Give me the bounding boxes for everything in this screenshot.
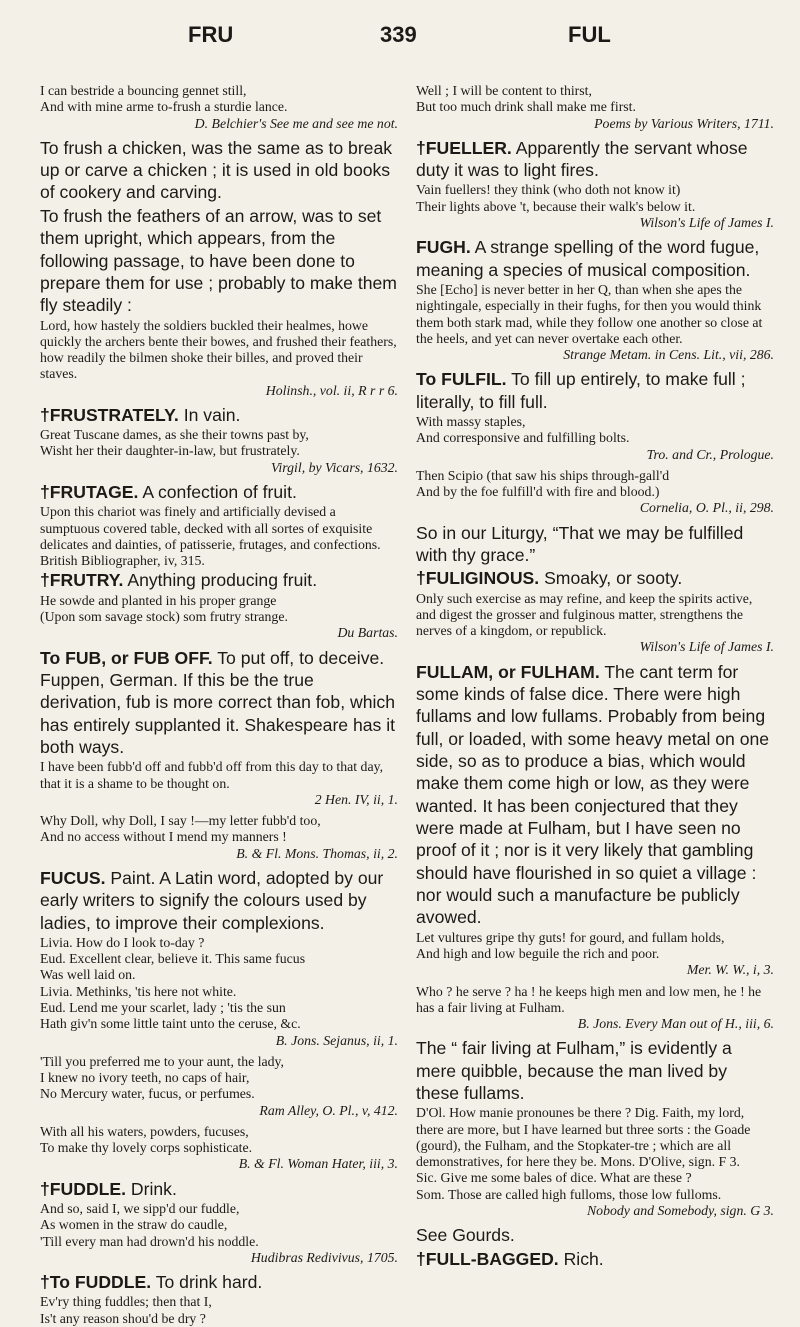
- header-right-guideword: FUL: [568, 22, 611, 47]
- page-header: [0, 14, 800, 64]
- entry-paragraph: [416, 137, 774, 182]
- quotation: [40, 1201, 398, 1250]
- quotation: [416, 83, 774, 116]
- citation-source: Nobody and Somebody, sign. G 3.: [586, 1203, 774, 1219]
- entry-definition: The cant term for some kinds of false dice. There were high fullams and low fullams. Probably from being full, or loaded, with some heavy metal on one side, so as to produce a bias, which would make them come high or low, as they were wanted. It has been conjectured that they were made at Fulham, but I have seen no proof of it ; nor is it very likely that gambling should have flourished in so quiet a village : nor would such a manufacture be publicly avowed.: [416, 661, 770, 928]
- citation-source: Wilson's Life of James I.: [639, 639, 774, 655]
- quotation-line: No Mercury water, fucus, or perfumes.: [40, 1086, 255, 1102]
- entry-paragraph: [40, 569, 398, 591]
- entry-paragraph: [40, 481, 398, 503]
- entry-paragraph: [40, 1178, 398, 1200]
- citation-source: Du Bartas.: [337, 625, 398, 641]
- quotation-line: Their lights above 't, because their walk's below it.: [416, 198, 696, 214]
- page-number: 339: [380, 22, 417, 47]
- citation-source: Hudibras Redivivus, 1705.: [250, 1249, 398, 1265]
- quotation-line: And high and low beguile the rich and poor.: [416, 946, 660, 962]
- entry-paragraph: [40, 205, 398, 317]
- quotation-line: Upon this chariot was finely and artificially devised a sumptuous covered table, decked with all sortes of exquisite delicates and dainties, of patisserie, frutages, and confections. British Bibliographer, iv, 315.: [40, 504, 381, 569]
- citation-source: Wilson's Life of James I.: [639, 215, 774, 231]
- quotation-line: (Upon som savage stock) som frutry strange.: [40, 609, 288, 625]
- entry-definition: A strange spelling of the word fugue, meaning a species of musical composition.: [416, 237, 760, 280]
- entry-definition: In vain.: [183, 404, 241, 425]
- entry-paragraph: [416, 522, 774, 567]
- quotation-line: Well ; I will be content to thirst,: [416, 83, 592, 98]
- entry-definition: Apparently the servant whose duty it was to light fires.: [416, 137, 748, 181]
- quotation: [40, 83, 398, 116]
- quotation-line: Is't any reason shou'd be dry ?: [40, 1310, 206, 1326]
- entry-definition: Anything producing fruit.: [127, 570, 318, 591]
- entry-paragraph: [416, 1224, 774, 1246]
- citation-source: Poems by Various Writers, 1711.: [594, 115, 774, 131]
- citation-source: B. Jons. Sejanus, ii, 1.: [275, 1032, 398, 1048]
- quotation: [40, 318, 398, 383]
- quotation-line: Then Scipio (that saw his ships through-gall'd: [416, 467, 670, 483]
- quotation-line: Only such exercise as may refine, and keep the spirits active, and digest the grosser and fulginous matter, strengthens the nerves of a kingdom, or republick.: [416, 590, 753, 639]
- entry-headword: †FRUSTRATELY.: [40, 404, 179, 425]
- quotation-line: She [Echo] is never better in her Q, than when she apes the nightingale, especially in their fughs, for then you would think them both stark mad, while they follow one another so close at the heels, and yet can never overtake each other.: [416, 281, 763, 346]
- quotation-line: And with mine arme to-frush a sturdie lance.: [40, 99, 288, 115]
- quotation-line: And no access without I mend my manners !: [40, 829, 287, 845]
- entry-headword: †FULL-BAGGED.: [416, 1248, 559, 1269]
- entry-paragraph: [40, 1271, 398, 1293]
- entry-definition: Paint. A Latin word, adopted by our early writers to signify the colours used by ladies, to improve their complexions.: [40, 867, 384, 933]
- entry-definition: The “ fair living at Fulham,” is evidently a mere quibble, because the man lived by these fullams.: [416, 1038, 732, 1104]
- quotation-line: As women in the straw do caudle,: [40, 1217, 228, 1233]
- entry-headword: †FUDDLE.: [40, 1178, 127, 1199]
- quotation: [40, 427, 398, 460]
- entry-paragraph: [416, 1248, 774, 1270]
- quotation: [40, 1124, 398, 1157]
- quotation-line: Eud. Lend me your scarlet, lady ; 'tis the sun: [40, 999, 286, 1015]
- citation-source: Strange Metam. in Cens. Lit., vii, 286.: [563, 347, 774, 363]
- entry-definition: Drink.: [130, 1178, 177, 1199]
- entry-headword: FULLAM, or FULHAM.: [416, 661, 600, 682]
- quotation-line: With all his waters, powders, fucuses,: [40, 1123, 249, 1139]
- quotation: [416, 984, 774, 1017]
- entry-definition: A confection of fruit.: [142, 482, 297, 503]
- entry-headword: To FULFIL.: [416, 369, 507, 390]
- quotation-line: Ev'ry thing fuddles; then that I,: [40, 1294, 212, 1310]
- quotation: [416, 930, 774, 963]
- quotation-line: Eud. Excellent clear, believe it. This same fucus: [40, 951, 306, 967]
- quotation-line: With massy staples,: [416, 413, 526, 429]
- quotation-line: I have been fubb'd off and fubb'd off from this day to that day, that it is a shame to be thought on.: [40, 759, 384, 791]
- quotation-line: Som. Those are called high fulloms, those low fulloms.: [416, 1186, 722, 1202]
- quotation-line: Livia. Methinks, 'tis here not white.: [40, 983, 237, 999]
- quotation-line: I can bestride a bouncing gennet still,: [40, 83, 247, 98]
- entry-paragraph: [40, 137, 398, 204]
- entry-headword: FUGH.: [416, 237, 471, 258]
- quotation-line: Let vultures gripe thy guts! for gourd, and fullam holds,: [416, 929, 725, 945]
- quotation-line: Lord, how hastely the soldiers buckled their healmes, howe quickly the archers bente their bowes, and frushed their feathers, how readily the bilmen shoke their billes, and proved their staves.: [40, 317, 397, 382]
- quotation-line: Great Tuscane dames, as she their towns past by,: [40, 427, 309, 443]
- entry-definition: Smoaky, or sooty.: [544, 568, 683, 589]
- entry-paragraph: [40, 404, 398, 426]
- entry-paragraph: [40, 867, 398, 934]
- quotation: [416, 182, 774, 215]
- quotation-line: Who ? he serve ? ha ! he keeps high men and low men, he ! he has a fair living at Fulham.: [416, 983, 762, 1015]
- quotation-line: I knew no ivory teeth, no caps of hair,: [40, 1070, 250, 1086]
- entry-paragraph: [416, 236, 774, 281]
- quotation-line: But too much drink shall make me first.: [416, 99, 636, 115]
- quotation-line: Wisht her their daughter-in-law, but frustrately.: [40, 443, 300, 459]
- citation-source: Virgil, by Vicars, 1632.: [271, 459, 398, 475]
- entry-headword: †FULIGINOUS.: [416, 568, 540, 589]
- entry-definition: To fill up entirely, to make full ; literally, to fill full.: [416, 369, 746, 412]
- quotation: [416, 468, 774, 501]
- entry-paragraph: [416, 567, 774, 589]
- quotation-line: Hath giv'n some little taint unto the ceruse, &c.: [40, 1016, 301, 1032]
- citation-source: B. Jons. Every Man out of H., iii, 6.: [577, 1016, 774, 1032]
- entry-definition: Rich.: [563, 1248, 604, 1269]
- quotation-line: D'Ol. How manie pronounes be there ? Dig. Faith, my lord, there are more, but I have learned but three sorts : the Goade (gourd), the Fulham, and the Stopkater-tre ; which are all demonstratives, for here they be. Mons. D'Olive, sign. F 3.: [416, 1105, 751, 1170]
- citation-source: Ram Alley, O. Pl., v, 412.: [259, 1102, 398, 1118]
- citation-source: B. & Fl. Mons. Thomas, ii, 2.: [236, 845, 398, 861]
- entry-headword: †FUELLER.: [416, 137, 512, 158]
- quotation: [416, 1105, 774, 1203]
- entry-paragraph: [416, 661, 774, 929]
- entry-paragraph: [416, 1037, 774, 1104]
- quotation: [416, 282, 774, 347]
- entry-headword: †FRUTRY.: [40, 570, 124, 591]
- entry-headword: To FUB, or FUB OFF.: [40, 647, 213, 668]
- quotation: [40, 593, 398, 626]
- quotation-line: And corresponsive and fulfilling bolts.: [416, 430, 630, 446]
- quotation: [40, 935, 398, 1033]
- entry-headword: †FRUTAGE.: [40, 482, 139, 503]
- quotation: [416, 591, 774, 640]
- citation-source: Mer. W. W., i, 3.: [686, 962, 774, 978]
- quotation-line: And so, said I, we sipp'd our fuddle,: [40, 1200, 240, 1216]
- quotation-line: And by the foe fulfill'd with fire and blood.): [416, 484, 660, 500]
- entry-paragraph: [40, 647, 398, 759]
- entry-paragraph: [416, 368, 774, 413]
- entry-definition: See Gourds.: [416, 1225, 515, 1246]
- citation-source: Tro. and Cr., Prologue.: [646, 446, 774, 462]
- citation-source: 2 Hen. IV, ii, 1.: [314, 791, 398, 807]
- quotation-line: To make thy lovely corps sophisticate.: [40, 1140, 253, 1156]
- quotation-line: Livia. How do I look to-day ?: [40, 934, 205, 950]
- quotation: [416, 414, 774, 447]
- quotation: [40, 759, 398, 792]
- quotation-line: Sic. Give me some bales of dice. What are these ?: [416, 1170, 692, 1186]
- quotation: [40, 504, 398, 569]
- right-column: [416, 82, 774, 1287]
- header-left-guideword: FRU: [188, 22, 234, 47]
- citation-source: Holinsh., vol. ii, R r r 6.: [265, 382, 398, 398]
- quotation: [40, 813, 398, 846]
- quotation-line: Vain fuellers! they think (who doth not know it): [416, 182, 681, 198]
- citation-source: Cornelia, O. Pl., ii, 298.: [639, 500, 774, 516]
- quotation-line: Was well laid on.: [40, 967, 136, 983]
- quotation: [40, 1294, 398, 1327]
- quotation-line: 'Till every man had drown'd his noddle.: [40, 1233, 259, 1249]
- entry-definition: So in our Liturgy, “That we may be fulfilled with thy grace.”: [416, 522, 744, 565]
- quotation-line: 'Till you preferred me to your aunt, the lady,: [40, 1053, 285, 1069]
- citation-source: B. & Fl. Woman Hater, iii, 3.: [238, 1156, 398, 1172]
- quotation-line: Why Doll, why Doll, I say !—my letter fubb'd too,: [40, 813, 321, 829]
- citation-source: D. Belchier's See me and see me not.: [194, 115, 398, 131]
- quotation: [40, 1054, 398, 1103]
- entry-headword: FUCUS.: [40, 867, 106, 888]
- entry-definition: To frush the feathers of an arrow, was to set them upright, which appears, from the following passage, to have been done to prepare them for use ; probably to make them fly steadily :: [40, 205, 397, 316]
- quotation-line: He sowde and planted in his proper grange: [40, 592, 277, 608]
- entry-definition: To drink hard.: [155, 1272, 263, 1293]
- entry-headword: †To FUDDLE.: [40, 1272, 152, 1293]
- entry-definition: To frush a chicken, was the same as to break up or carve a chicken ; it is used in old books of cookery and carving.: [40, 137, 393, 203]
- entry-definition: To put off, to deceive. Fuppen, German. If this be the true derivation, fub is more correct than fob, which has entirely supplanted it. Shakespeare has it both ways.: [40, 647, 396, 757]
- left-column: [40, 82, 398, 1326]
